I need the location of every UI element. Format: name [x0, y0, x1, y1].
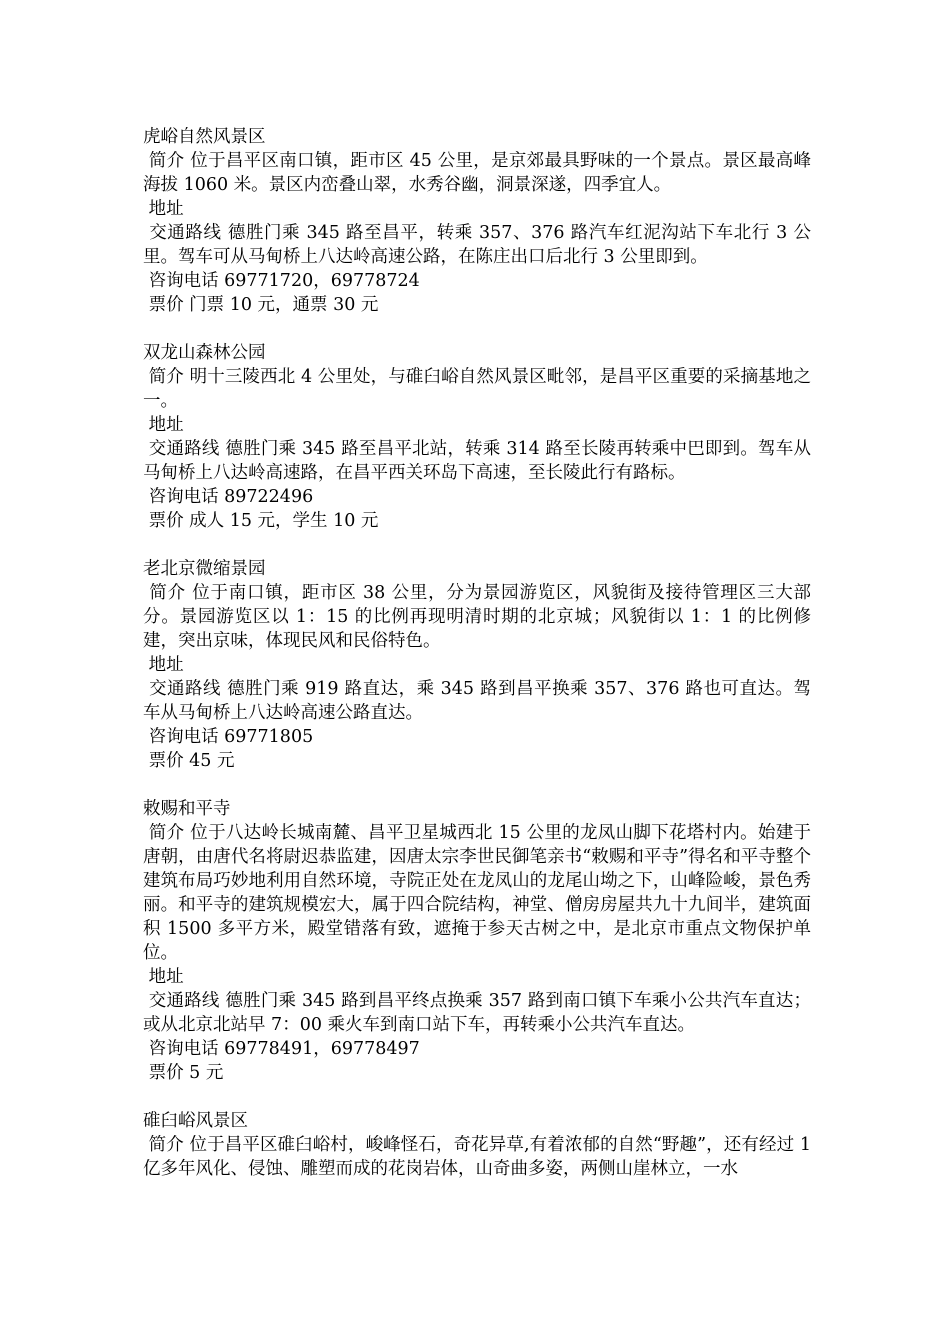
- section-title: 老北京微缩景园: [143, 559, 266, 579]
- address-text: 地址: [143, 655, 184, 675]
- scenic-spot-old-beijing-miniature: [143, 557, 811, 773]
- intro-text: 简介 位于昌平区南口镇，距市区 45 公里，是京郊最具野味的一个景点。景区最高峰海拔 1060 米。景区内峦叠山翠，水秀谷幽，洞景深遂，四季宜人。: [143, 151, 811, 195]
- scenic-spot-shuanglongshan: [143, 341, 811, 533]
- route-text: 交通路线 德胜门乘 345 路至昌平北站，转乘 314 路至长陵再转乘中巴即到。驾车从马甸桥上八达岭高速路，在昌平西关环岛下高速，至长陵此行有路标。: [143, 439, 811, 483]
- phone-text: 咨询电话 69771805: [143, 727, 314, 747]
- section-title: 敕赐和平寺: [143, 799, 231, 819]
- price-text: 票价 门票 10 元，通票 30 元: [143, 295, 379, 315]
- section-title: 双龙山森林公园: [143, 343, 266, 363]
- intro-text: 简介 位于南口镇，距市区 38 公里，分为景园游览区，风貌街及接待管理区三大部分。景园游览区以 1：15 的比例再现明清时期的北京城；风貌街以 1：1 的比例修建，突出京味，体现民风和民俗特色。: [143, 583, 811, 651]
- route-text: 交通路线 德胜门乘 345 路到昌平终点换乘 357 路到南口镇下车乘小公共汽车直达；或从北京北站早 7：00 乘火车到南口站下车，再转乘小公共汽车直达。: [143, 991, 811, 1035]
- phone-text: 咨询电话 69778491，69778497: [143, 1039, 420, 1059]
- scenic-spot-huyu: [143, 125, 811, 317]
- address-text: 地址: [143, 199, 184, 219]
- route-text: 交通路线 德胜门乘 345 路至昌平，转乘 357、376 路汽车红泥沟站下车北行 3 公里。驾车可从马甸桥上八达岭高速公路，在陈庄出口后北行 3 公里即到。: [143, 223, 811, 267]
- intro-text: 简介 明十三陵西北 4 公里处，与碓臼峪自然风景区毗邻，是昌平区重要的采摘基地之一。: [143, 367, 811, 411]
- address-text: 地址: [143, 967, 184, 987]
- section-title: 虎峪自然风景区: [143, 127, 266, 147]
- section-title: 碓臼峪风景区: [143, 1111, 248, 1131]
- phone-text: 咨询电话 69771720，69778724: [143, 271, 420, 291]
- phone-text: 咨询电话 89722496: [143, 487, 314, 507]
- document-body: [143, 125, 817, 1205]
- price-text: 票价 5 元: [143, 1063, 224, 1083]
- address-text: 地址: [143, 415, 184, 435]
- route-text: 交通路线 德胜门乘 919 路直达，乘 345 路到昌平换乘 357、376 路也可直达。驾车从马甸桥上八达岭高速公路直达。: [143, 679, 811, 723]
- intro-text: 简介 位于昌平区碓臼峪村，峻峰怪石，奇花异草,有着浓郁的自然“野趣”，还有经过 1 亿多年风化、侵蚀、雕塑而成的花岗岩体，山奇曲多姿，两侧山崖林立，一水: [143, 1135, 817, 1179]
- scenic-spot-duijiuyu: [143, 1109, 817, 1181]
- price-text: 票价 45 元: [143, 751, 235, 771]
- scenic-spot-heping-temple: [143, 797, 811, 1085]
- price-text: 票价 成人 15 元，学生 10 元: [143, 511, 379, 531]
- intro-text: 简介 位于八达岭长城南麓、昌平卫星城西北 15 公里的龙凤山脚下花塔村内。始建于唐朝，由唐代名将尉迟恭监建，因唐太宗李世民御笔亲书“敕赐和平寺”得名和平寺整个建筑布局巧妙地利用自然环境，寺院正处在龙凤山的龙尾山坳之下，山峰险峻，景色秀丽。和平寺的建筑规模宏大，属于四合院结构，神堂、僧房房屋共九十九间半，建筑面积 1500 多平方米，殿堂错落有致，遮掩于参天古树之中，是北京市重点文物保护单位。: [143, 823, 811, 963]
